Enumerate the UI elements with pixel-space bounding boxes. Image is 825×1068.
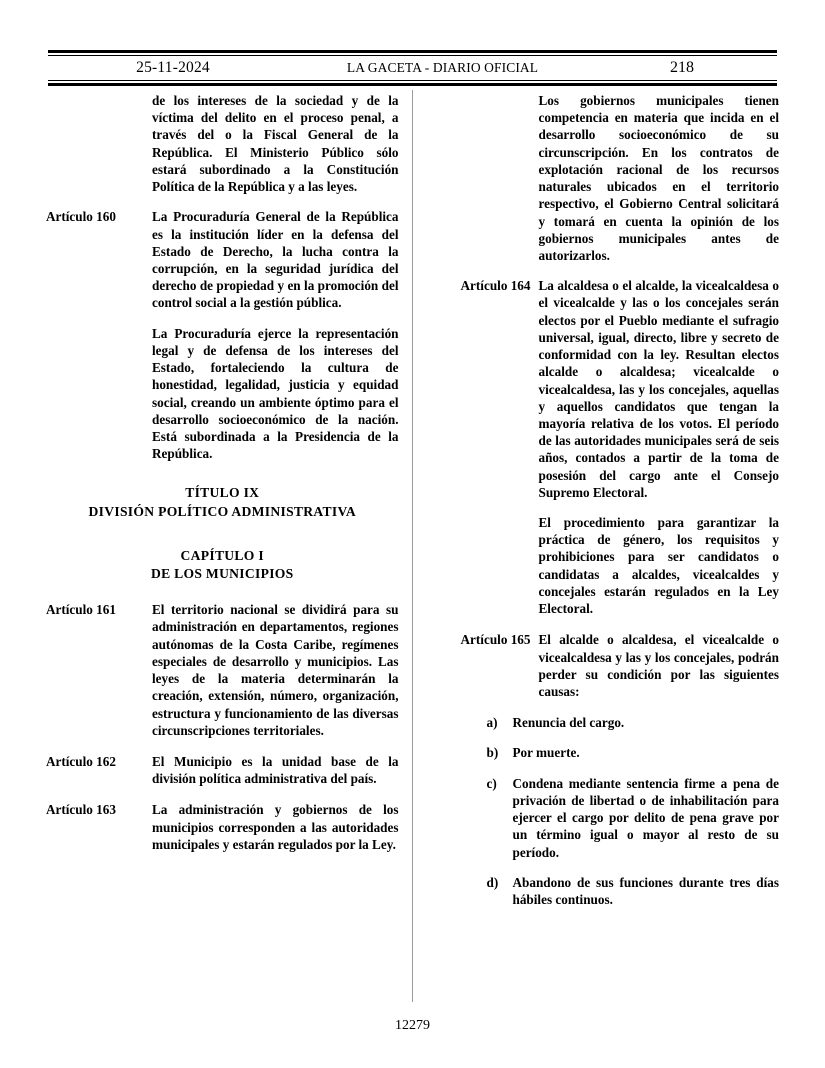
header-band (48, 56, 777, 80)
list-item (487, 744, 780, 761)
article-163-label: Artículo 163 (46, 802, 116, 818)
article-162-body (144, 753, 399, 787)
header-rule-bottom-thick (48, 83, 777, 86)
article-161-paragraph-1: El territorio nacional se dividirá para su administración en departamentos, regiones autónomas de la Costa Caribe, regímenes especiales de desarrollo y municipios. Las leyes de la materia determinarán la creación, extensión, número, organización, estructura y funcionamiento de las diversas circunscripciones territoriales. (152, 602, 399, 738)
article-161 (46, 601, 399, 739)
capitulo-heading-line-2: DE LOS MUNICIPIOS (150, 565, 294, 581)
list-item-text: Condena mediante sentencia firme a pena de privación de libertad o de inhabilitación para ejercer el cargo por delito de pena grave por un término igual o mayor al resto de su período. (512, 775, 779, 860)
list-item-marker: c) (486, 775, 497, 791)
titulo-heading-line-1: TÍTULO IX (185, 485, 260, 501)
article-164 (427, 277, 780, 617)
article-165-label: Artículo 165 (460, 632, 531, 648)
list-item-text: Renuncia del cargo. (512, 715, 625, 731)
article-160-body (144, 208, 399, 462)
footer-page-number: 12279 (395, 1018, 430, 1033)
article-165-body (531, 631, 780, 700)
list-item-text: Por muerte. (512, 745, 580, 761)
article-162-paragraph-1: El Municipio es la unidad base de la división política administrativa del país. (152, 753, 399, 787)
article-161-body (144, 601, 399, 739)
article-161-label: Artículo 161 (46, 602, 116, 618)
list-item (487, 714, 780, 731)
article-165-paragraph-1: El alcalde o alcaldesa, el vicealcalde o vicealcaldesa y las y los concejales, podrán perder su condición por las siguientes causas: (538, 632, 779, 699)
left-column (46, 92, 405, 908)
article-160-label: Artículo 160 (46, 209, 116, 225)
article-164-body (531, 277, 780, 617)
running-header (48, 50, 777, 86)
header-issue-number: 218 (670, 59, 694, 76)
list-item (487, 874, 780, 908)
article-160-paragraph-2: La Procuraduría ejerce la representación legal y de defensa de los intereses del Estado, fortaleciendo la cultura de honestidad, legalidad, justicia y equidad social, creando un ambiente óptimo para el desarrollo socioeconómico de la nación. Está subordinada a la Presidencia de la República. (152, 325, 399, 462)
right-column (405, 92, 780, 908)
list-item (487, 775, 780, 861)
list-item-marker: d) (486, 874, 499, 890)
article-163-body (144, 801, 399, 853)
capitulo-heading (46, 547, 399, 583)
article-162 (46, 753, 399, 787)
continued-paragraph-right: Los gobiernos municipales tienen competencia en materia que incida en el desarrollo socioeconómico de su circunscripción. En los contratos de explotación racional de los recursos naturales ubicados en el territorio respectivo, el Gobierno Central solicitará y tomará en cuenta la opinión de los gobiernos municipales antes de autorizarlos. (538, 93, 779, 263)
titulo-heading (46, 484, 399, 520)
article-163-paragraph-1: La administración y gobiernos de los municipios corresponden a las autoridades municipales y estarán regulados por la Ley. (152, 802, 399, 852)
article-164-paragraph-2: El procedimiento para garantizar la práctica de género, los requisitos y prohibiciones para ser candidatos o candidatas a alcaldes, vicealcaldes y concejales estarán regulados en la Ley Electoral. (538, 515, 779, 617)
article-164-paragraph-1: La alcaldesa o el alcalde, la vicealcaldesa o el vicealcalde y las o los concejales serán electos por el Pueblo mediante el sufragio universal, igual, directo, libre y secreto de conformidad con la ley. Resultan electos alcalde o alcaldesa; vicealcalde o vicealcaldesa, las y los concejales, aquellas y aquellos candidatos que tengan la mayoría relativa de los votos. El período de las autoridades municipales será de seis años, contados a partir de la toma de posesión del cargo ante el Consejo Supremo Electoral. (538, 278, 779, 500)
article-160 (46, 208, 399, 462)
article-165-causes-list (487, 714, 780, 908)
body-columns (46, 92, 779, 908)
header-date: 25-11-2024 (136, 59, 210, 76)
article-163 (46, 801, 399, 853)
titulo-heading-line-2: DIVISIÓN POLÍTICO ADMINISTRATIVA (88, 503, 356, 519)
article-162-label: Artículo 162 (46, 753, 116, 769)
article-164-label: Artículo 164 (460, 278, 531, 294)
list-item-marker: a) (486, 715, 498, 731)
list-item-text: Abandono de sus funciones durante tres días hábiles continuos. (512, 874, 779, 907)
article-165 (427, 631, 780, 700)
article-160-paragraph-1: La Procuraduría General de la República es la institución líder en la defensa del Estado de Derecho, la lucha contra la corrupción, en la seguridad jurídica del derecho de propiedad y en la promoción del control social a la gestión pública. (152, 209, 399, 311)
header-publication-title: LA GACETA - DIARIO OFICIAL (346, 60, 539, 75)
list-item-marker: b) (486, 745, 499, 761)
continued-paragraph-left: de los intereses de la sociedad y de la víctima del delito en el proceso penal, a través del o la Fiscal General de la República. El Ministerio Público sólo estará subordinado a la Constitución Política de la República y a las leyes. (152, 93, 399, 195)
capitulo-heading-line-1: CAPÍTULO I (180, 547, 264, 563)
